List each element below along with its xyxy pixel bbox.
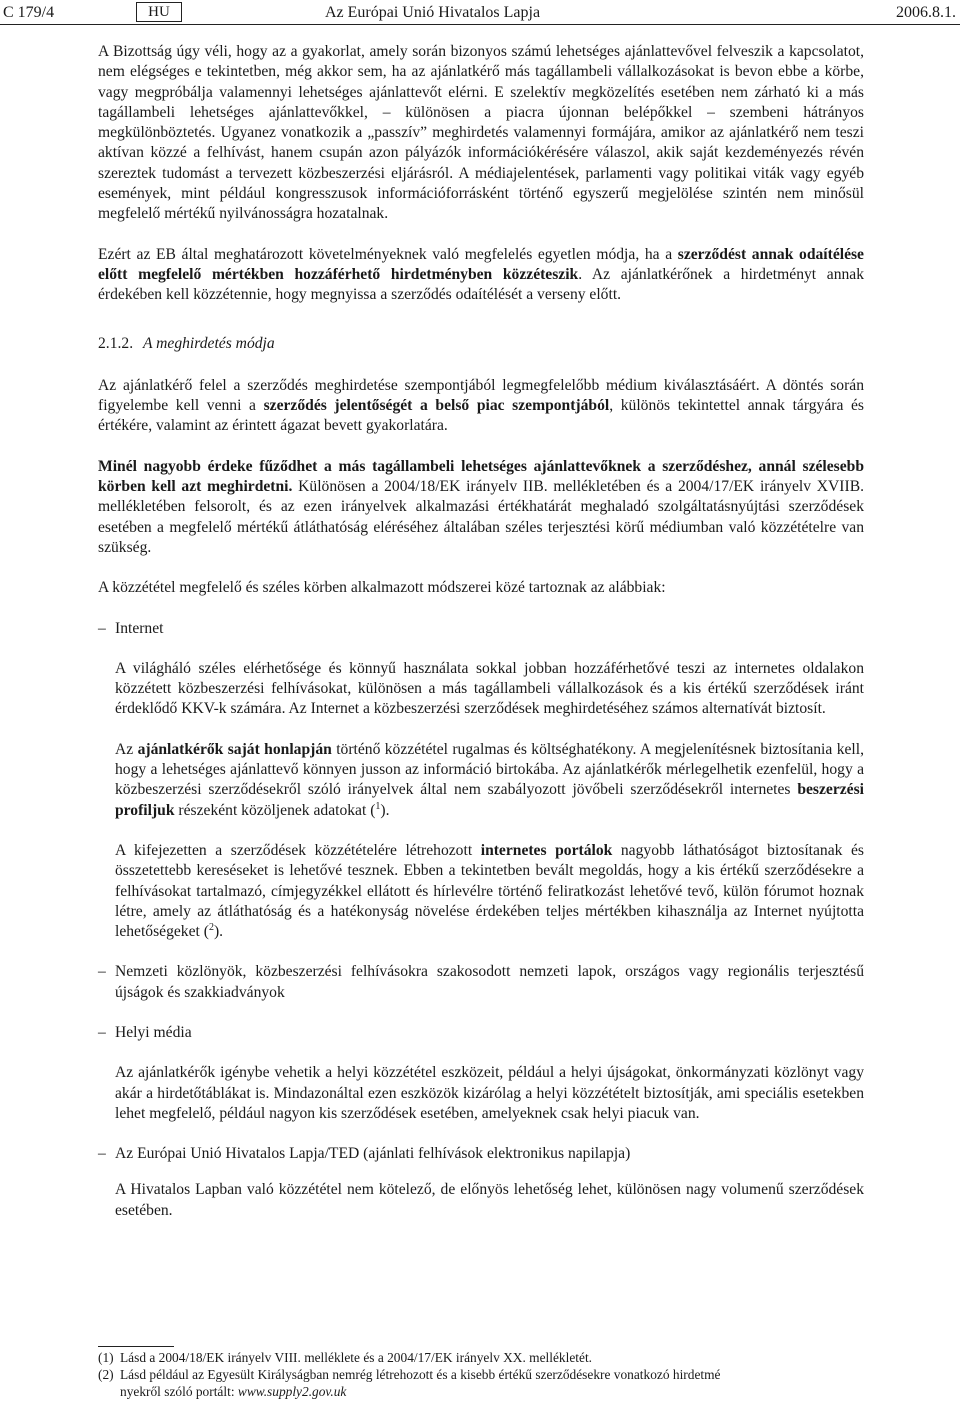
- footnote-link[interactable]: www.supply2.gov.uk: [237, 1383, 347, 1399]
- text-run: részeként közöljenek adatokat (: [174, 801, 376, 819]
- text-run: A kifejezetten a szerződések közzétételére létrehozott: [115, 841, 481, 859]
- footnote-number: (1): [98, 1350, 114, 1365]
- section-heading: [98, 334, 864, 354]
- text-run: történő közzététel rugalmas és költséghatékony. A megjelenítésnek biztosítania kell, hogy a lehetséges ajánlattevő könnyen jusson az információ birtokába. Az ajánlatkérők mérlegelhetik ezenfelül, hogy a közbeszerzési szerződésekről szóló irányelvek által nem szabályozott jövőbeli szerződésekről internetes: [115, 740, 864, 799]
- bold-text-run: szerződés jelentőségét a belső piac szempontjából: [263, 397, 610, 415]
- text-run: ).: [380, 801, 390, 819]
- dash-marker: –: [98, 619, 106, 637]
- bold-text-run: beszerzési profiljuk: [115, 781, 864, 819]
- text-run: , különös tekintettel annak tárgyára és értékére, valamint az érintett ágazat bevett gyakorlatára.: [98, 397, 864, 435]
- bold-text-run: Minél nagyobb érdeke fűződhet a más tagállambeli lehetséges ajánlattevőknek a szerződéshez, annál szélesebb körben kell azt meghirdetni.: [98, 457, 864, 496]
- page-reference: C 179/4: [3, 4, 55, 21]
- paragraph-passive-publication: A Bizottság úgy véli, hogy az a gyakorlat, amely során bizonyos számú lehetséges ajánlattevővel felveszik a kapcsolatot, nem elégséges e tekintetben, még akkor sem, ha az ajánlatkérő más tagállambeli vállalkozásokat is bevon ebbe a körbe, vagy megpróbálja valamennyi lehetséges ajánlattevőt elérni. E szelektív megközelítés esetében nem zárható ki a más tagállambeli lehetséges ajánlattevőkkel, – különösen a piacra újonnan belépőkkel – szembeni hátrányos megkülönböztetés. Ugyanez vonatkozik a „passzív” meghirdetés valamennyi formájára, amikor az ajánlatkérő nem teszi aktívan közzé a felhívást, hanem csupán azon pályázók információkérésére válaszol, akik saját kezdeményezés révén szereztek tudomást a tervezett közbeszerzési eljárásról. A médiajelentések, parlamenti vagy politikai viták vagy egyéb események, mint például kongresszusok információforrásként történő egyszerű megjelölése szintén nem minősül megfelelő mértékű nyilvánosságra hozatalnak.: [98, 43, 864, 223]
- bold-text-run: internetes portálok: [480, 841, 613, 859]
- footnote-text: Lásd például az Egyesült Királyságban nemrég létrehozott és a kisebb értékű szerződésekre vonatkozó hirdetmé: [120, 1367, 721, 1382]
- list-item-official-journal: [98, 1144, 864, 1164]
- paragraph-internet-portals: [115, 841, 864, 942]
- text-run: ).: [213, 923, 224, 941]
- section-number: 2.1.2.: [98, 334, 134, 352]
- dash-marker: –: [98, 1145, 106, 1163]
- text-run: Ezért az EB által meghatározott követelményeknek való megfelelés egyetlen módja, ha a: [98, 245, 678, 263]
- bold-text-run: szerződést annak odaítélése előtt megfelelő mértékben hozzáférhető hirdetményben közzéteszik: [98, 245, 864, 283]
- text-run: . Az ajánlatkérőnek a hirdetményt annak érdekében kell közzétennie, hogy megnyissa a szerződés odaítélését a verseny előtt.: [98, 265, 865, 304]
- list-item-title: Az Európai Unió Hivatalos Lapja/TED (ajánlati felhívások elektronikus napilapja): [115, 1145, 631, 1163]
- text-run: Az ajánlatkérő felel a szerződés meghirdetése szempontjából legmegfelelőbb médium kiválasztásáért. A döntés során figyelembe kell venni a: [98, 376, 864, 415]
- paragraph-internet-reach: A világháló széles elérhetősége és könnyű használata sokkal jobban hozzáférhetővé teszi az internetes oldalakon közzétett közbeszerzési felhívásokat, különösen a más tagállambeli vállalkozások és a kis értékű szerződések iránt érdeklődő KKV-k számára. Az Internet a közbeszerzési szerződések meghirdetéséhez számos alternatívát biztosít.: [115, 659, 864, 718]
- header-rule: [0, 24, 960, 25]
- list-item-internet: [98, 619, 864, 639]
- footnote-ref[interactable]: 1: [375, 800, 381, 812]
- text-run: Az: [115, 740, 138, 758]
- list-item-title: Nemzeti közlönyök, közbeszerzési felhívásokra szakosodott nemzeti lapok, országos vagy regionális terjesztésű újságok és szakkiadványok: [115, 963, 864, 1001]
- footnote-2: [98, 1367, 864, 1400]
- footnote-1: [98, 1350, 864, 1367]
- page-header: [0, 2, 960, 26]
- text-run: Különösen a 2004/18/EK irányelv IIB. mellékletében és a 2004/17/EK irányelv XVIIB. mellékletében felsorolt, és az ezen irányelvek alkalmazási értékhatárát meghaladó szolgáltatásnyújtási szerződések esetében a megfelelő mértékű átláthatóság eléréséhez általában széles terjesztési körű médiumban való közzétételre van szükség.: [98, 478, 864, 556]
- list-item-title: Helyi média: [115, 1023, 192, 1041]
- paragraph-local-media: Az ajánlatkérők igénybe vehetik a helyi közzététel eszközeit, például a helyi újságokat, önkormányzati közlönyt vagy akár a hirdetőtáblákat is. Mindazonáltal ezen eszközök kizárólag a helyi közzétételt biztosítják, ami speciális esetekben lehet megfelelő, például nagyon kis szerződések esetében, amelyeknek csak helyi piacuk van.: [115, 1064, 864, 1122]
- list-item-national-gazettes: [98, 962, 864, 1003]
- document-body: [98, 42, 864, 1241]
- dash-marker: –: [98, 963, 106, 981]
- paragraph-official-journal: A Hivatalos Lapban való közzététel nem kötelező, de előnyös lehetőség lehet, különösen nagy volumenű szerződések esetében.: [115, 1181, 864, 1219]
- paragraph-wider-publication: [98, 457, 864, 558]
- text-run: nagyobb láthatóságot biztosítanak és összetettebb kereséseket is lehetővé tesznek. Ebben a tekintetben bevált megoldás, hogy a kis értékű szerződésekre a felhívásokat tartalmazó, címjegyzékkel ellátott és hírlevélre történő feliratkozást lehetővé tevő, külön fórumot hoznak létre, amely az átláthatóság és a hatékonyság növelése érdekében teljes mértékben kihasználja az Internet nyújtotta lehetőségeket (: [115, 841, 864, 941]
- footnote-rule: [98, 1346, 174, 1347]
- footnote-number: (2): [98, 1367, 114, 1382]
- language-code-box: HU: [136, 2, 182, 22]
- list-item-local-media: [98, 1023, 864, 1043]
- dash-marker: –: [98, 1023, 106, 1041]
- journal-title: Az Európai Unió Hivatalos Lapja: [325, 4, 541, 21]
- bold-text-run: ajánlatkérők saját honlapján: [137, 740, 332, 758]
- paragraph-medium-choice: [98, 376, 864, 437]
- section-title: A meghirdetés módja: [143, 334, 275, 352]
- footnote-text: nyekről szóló portált:: [120, 1383, 238, 1399]
- footnote-ref[interactable]: 2: [208, 921, 214, 933]
- paragraph-methods-intro: A közzététel megfelelő és széles körben alkalmazott módszerei közé tartoznak az alábbiak:: [98, 579, 666, 597]
- paragraph-only-way: [98, 245, 864, 306]
- paragraph-own-website: [115, 740, 864, 821]
- list-item-title: Internet: [115, 619, 164, 637]
- footnote-text: Lásd a 2004/18/EK irányelv VIII. melléklete és a 2004/17/EK irányelv XX. mellékletét.: [120, 1350, 593, 1365]
- publication-date: 2006.8.1.: [896, 4, 956, 21]
